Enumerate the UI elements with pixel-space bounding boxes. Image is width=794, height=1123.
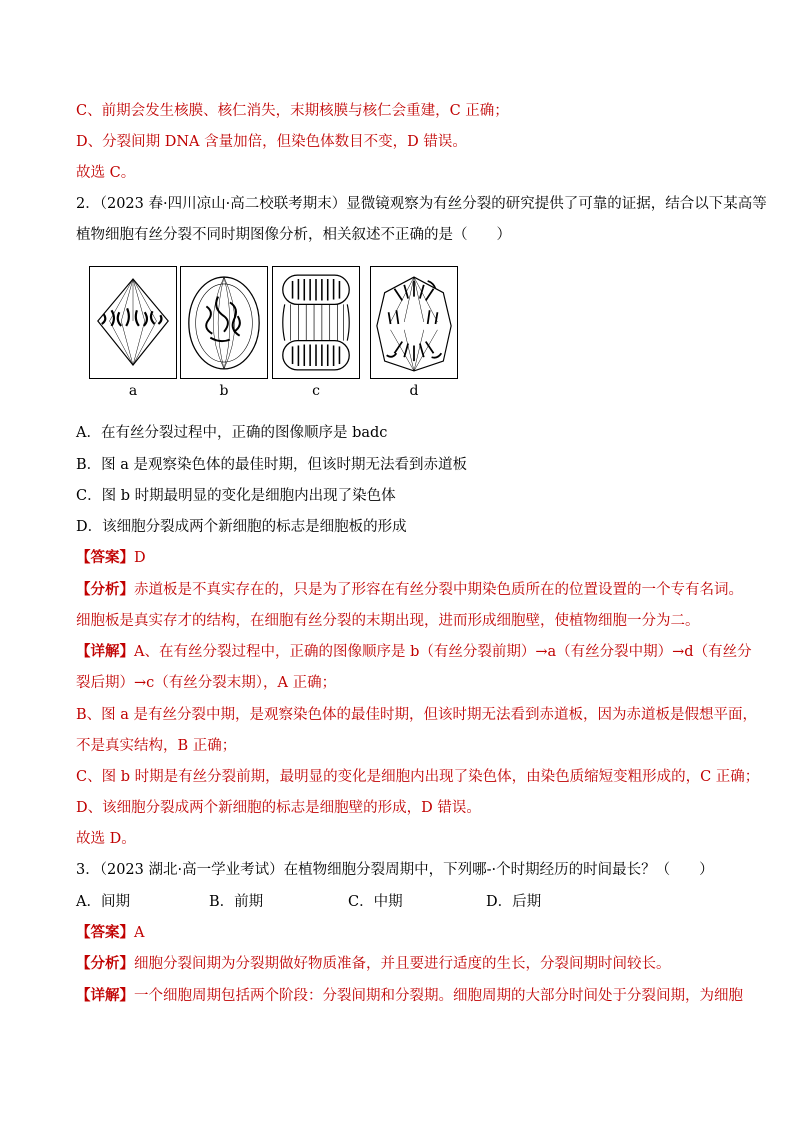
answer-tag: 【答案】 [76,549,134,566]
telophase-cell-icon [273,267,359,378]
answer-value: A [134,925,145,941]
q2-detail-line-2: 裂后期）→c（有丝分裂末期），A 正确； [76,675,337,691]
figure-d-label: d [409,383,419,399]
q1-explanation-c: C、前期会发生核膜、核仁消失，末期核膜与核仁会重建，C 正确； [76,103,509,119]
figure-c-label: c [312,383,320,399]
anaphase-cell-icon [371,267,457,378]
q3-stem: 3．（2023 湖北·高一学业考试）在植物细胞分裂周期中，下列哪-·个时期经历的时间最长？（ ） [76,862,714,878]
q2-final-choice: 故选 D。 [76,831,136,847]
q2-option-d: D．该细胞分裂成两个新细胞的标志是细胞板的形成 [76,519,407,535]
analysis-tag: 【分析】 [76,581,134,598]
figure-b-prophase [180,266,268,379]
detail-tag: 【详解】 [76,987,134,1004]
q2-detail-line-3: B、图 a 是有丝分裂中期，是观察染色体的最佳时期，但该时期无法看到赤道板，因为赤道板是假想平面， [76,707,758,723]
detail-tag: 【详解】 [76,643,134,660]
q2-stem-line-1: 2．（2023 春·四川凉山·高二校联考期末）显微镜观察为有丝分裂的研究提供了可靠的证据，结合以下某高等 [76,196,767,212]
q3-option-d: D．后期 [486,894,542,910]
q2-stem-line-2: 植物细胞有丝分裂不同时期图像分析，相关叙述不正确的是（ ） [76,227,511,243]
q2-analysis-line-2: 细胞板是真实存才的结构，在细胞有丝分裂的末期出现，进而形成细胞壁，使植物细胞一分为二。 [76,613,700,629]
answer-value: D [134,550,146,566]
figure-b-label: b [219,383,229,399]
detail-text: A、在有丝分裂过程中，正确的图像顺序是 b（有丝分裂前期）→a（有丝分裂中期）→d（有丝分 [134,644,752,660]
figure-d-anaphase [370,266,458,379]
detail-text: 一个细胞周期包括两个阶段：分裂间期和分裂期。细胞周期的大部分时间处于分裂间期，为细胞 [134,988,743,1004]
q2-answer [76,548,146,568]
q3-answer [76,923,144,943]
analysis-text: 赤道板是不真实存在的，只是为了形容在有丝分裂中期染色质所在的位置设置的一个专有名词。 [134,582,743,598]
q3-analysis [76,954,671,974]
prophase-cell-icon [181,267,267,378]
figure-c-telophase [272,266,360,379]
metaphase-cell-icon [90,267,176,378]
q3-option-c: C．中期 [348,894,403,910]
q2-analysis-line-1 [76,580,743,600]
figure-a-label: a [128,383,138,399]
q2-detail-line-6: D、该细胞分裂成两个新细胞的标志是细胞壁的形成，D 错误。 [76,800,481,816]
q3-detail [76,986,743,1006]
q1-explanation-d: D、分裂间期 DNA 含量加倍，但染色体数目不变，D 错误。 [76,134,467,150]
q3-option-a: A．间期 [76,894,130,910]
analysis-text: 细胞分裂间期为分裂期做好物质准备，并且要进行适度的生长，分裂间期时间较长。 [134,956,671,972]
q2-option-a: A．在有丝分裂过程中，正确的图像顺序是 badc [76,425,388,441]
q2-option-c: C．图 b 时期最明显的变化是细胞内出现了染色体 [76,488,396,504]
q1-final-choice: 故选 C。 [76,165,136,181]
figure-a-metaphase [89,266,177,379]
q2-detail-line-1 [76,642,752,662]
analysis-tag: 【分析】 [76,955,134,972]
q3-option-b: B．前期 [209,894,264,910]
q2-detail-line-5: C、图 b 时期是有丝分裂前期，最明显的变化是细胞内出现了染色体，由染色质缩短变粗形成的，C 正确； [76,769,760,785]
q2-detail-line-4: 不是真实结构，B 正确； [76,738,237,754]
answer-tag: 【答案】 [76,924,134,941]
q2-option-b: B．图 a 是观察染色体的最佳时期，但该时期无法看到赤道板 [76,457,468,473]
